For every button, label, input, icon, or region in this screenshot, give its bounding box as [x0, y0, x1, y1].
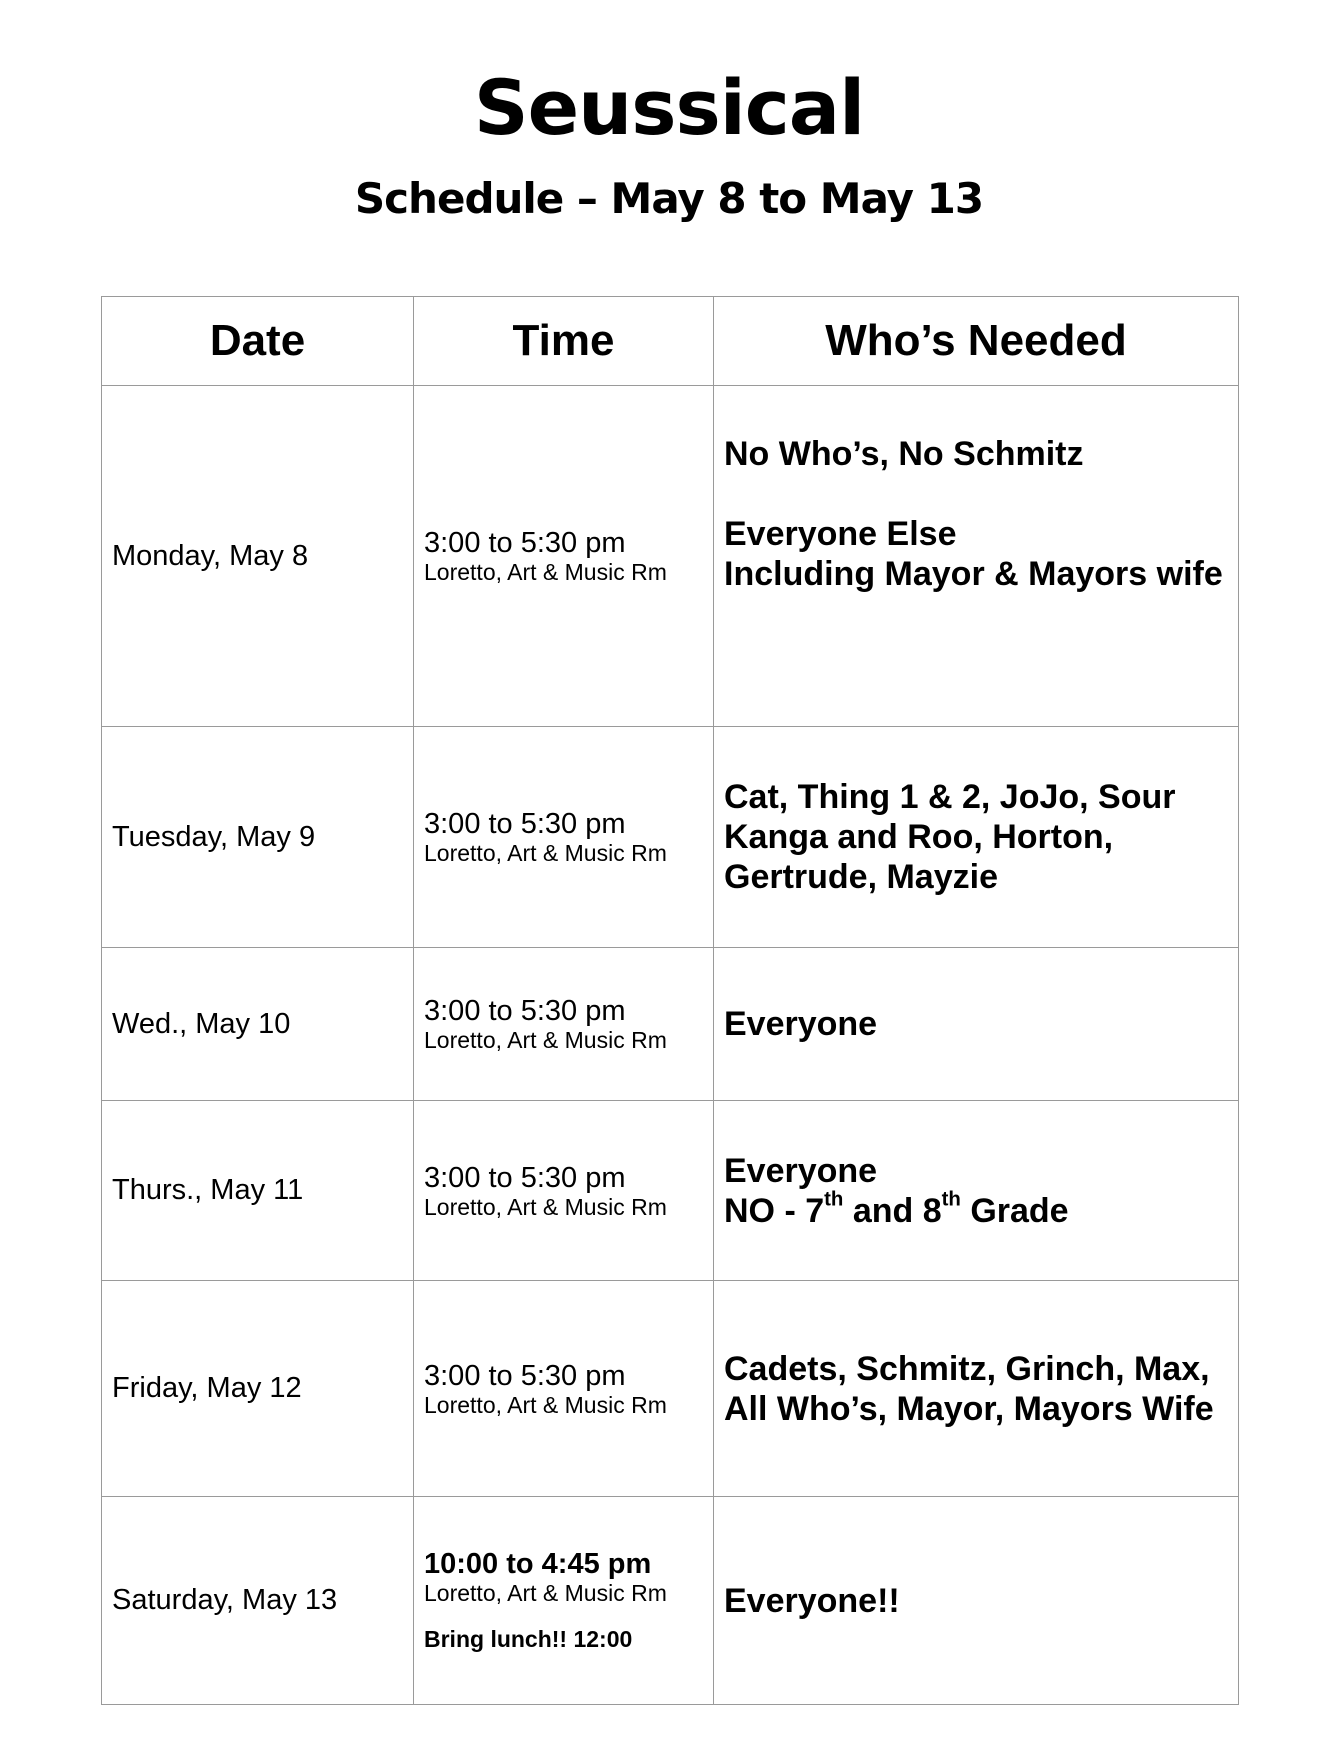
- whos-needed-cell: Cat, Thing 1 & 2, JoJo, Sour Kanga and Roo, Horton, Gertrude, Mayzie: [714, 727, 1239, 948]
- time-cell: [414, 1281, 714, 1497]
- time-range: 3:00 to 5:30 pm: [424, 1359, 626, 1392]
- schedule-table: [101, 296, 1239, 1705]
- whos-needed-line: Including Mayor & Mayors wife: [724, 555, 1223, 593]
- location: Loretto, Art & Music Rm: [424, 840, 667, 866]
- column-header-date: Date: [102, 297, 414, 386]
- location: Loretto, Art & Music Rm: [424, 1027, 667, 1053]
- whos-needed-cell: Cadets, Schmitz, Grinch, Max, All Who’s, Mayor, Mayors Wife: [714, 1281, 1239, 1497]
- superscript: th: [824, 1188, 844, 1211]
- location: Loretto, Art & Music Rm: [424, 1391, 667, 1418]
- time-cell: [414, 948, 714, 1101]
- time-range: 3:00 to 5:30 pm: [424, 808, 626, 840]
- location: Loretto, Art & Music Rm: [424, 1193, 667, 1220]
- date-cell: Saturday, May 13: [102, 1497, 414, 1705]
- whos-needed-line: No Who’s, No Schmitz: [724, 435, 1084, 473]
- date-cell: Monday, May 8: [102, 386, 414, 727]
- column-header-whos-needed: Who’s Needed: [714, 297, 1239, 386]
- page-subtitle: Schedule – May 8 to May 13: [354, 174, 984, 223]
- location: Loretto, Art & Music Rm: [424, 559, 667, 585]
- time-range: 10:00 to 4:45 pm: [424, 1548, 652, 1580]
- column-header-time: Time: [414, 297, 714, 386]
- date-cell: Wed., May 10: [102, 948, 414, 1101]
- table-row: [102, 1101, 1239, 1281]
- date-cell: Thurs., May 11: [102, 1101, 414, 1281]
- time-cell: [414, 1497, 714, 1705]
- time-range: 3:00 to 5:30 pm: [424, 1161, 626, 1194]
- location: Loretto, Art & Music Rm: [424, 1580, 667, 1606]
- whos-needed-cell: [714, 386, 1239, 727]
- superscript: th: [941, 1188, 961, 1211]
- whos-needed-cell: Everyone: [714, 948, 1239, 1101]
- whos-needed-cell: Everyone!!: [714, 1497, 1239, 1705]
- page-title: Seussical: [473, 63, 865, 152]
- date-cell: Friday, May 12: [102, 1281, 414, 1497]
- whos-needed-cell: [714, 1101, 1239, 1281]
- table-header-row: [102, 297, 1239, 386]
- time-cell: [414, 727, 714, 948]
- table-row: [102, 727, 1239, 948]
- time-range: 3:00 to 5:30 pm: [424, 527, 626, 559]
- table-row: [102, 386, 1239, 727]
- table-row: [102, 1497, 1239, 1705]
- whos-needed-line: NO - 7th and 8th Grade: [724, 1188, 1069, 1230]
- time-cell: [414, 386, 714, 727]
- lunch-note: Bring lunch!! 12:00: [424, 1626, 633, 1652]
- whos-needed-line: Everyone: [724, 1151, 878, 1190]
- time-range: 3:00 to 5:30 pm: [424, 995, 626, 1027]
- table-row: [102, 948, 1239, 1101]
- table-row: [102, 1281, 1239, 1497]
- time-cell: [414, 1101, 714, 1281]
- date-cell: Tuesday, May 9: [102, 727, 414, 948]
- whos-needed-line: Everyone Else: [724, 515, 957, 553]
